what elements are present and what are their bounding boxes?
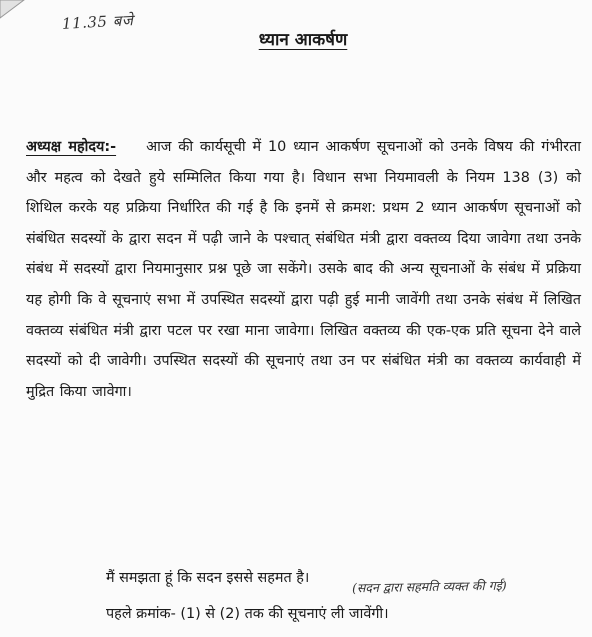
page-title <box>0 27 592 50</box>
consent-line: मैं समझता हूं कि सदन इससे सहमत है। <box>106 570 310 586</box>
page-title-text: ध्यान आकर्षण <box>258 30 348 50</box>
paragraph-text: आज की कार्यसूची में 10 ध्यान आकर्षण सूचनाओं को उनके विषय की गंभीरता और महत्व को देखते हुये सम्मिलित किया गया है। विधान सभा नियमावली के नियम 138 (3) को शिथिल करके यह प्रक्रिया निर्धारित की गई है कि इनमें से क्रमश: प्रथम 2 ध्यान आकर्षण सूचनाओं को संबंधित सदस्यों के द्वारा सदन में पढ़ी जाने के पश्चात् संबंधित मंत्री द्वारा वक्तव्य दिया जावेगा तथा उनके संबंध में सदस्यों द्वारा नियमानुसार प्रश्न पूछे जा सकेंगे। उसके बाद की अन्य सूचनाओं के संबंध में प्रक्रिया यह होगी कि वे सूचनाएं सभा में उपस्थित सदस्यों द्वारा पढ़ी हुई मानी जावेंगी तथा उनके संबंध में लिखित वक्तव्य संबंधित मंत्री द्वारा पटल पर रखा माना जावेगा। लिखित वक्तव्य की एक-एक प्रति सूचना देने वाले सदस्यों को दी जावेगी। उपस्थित सदस्यों की सूचनाएं तथा उन पर संबंधित मंत्री का वक्तव्य कार्यवाही में मुद्रित किया जावेगा। <box>26 139 581 400</box>
paragraph-block <box>26 132 581 407</box>
folded-corner-mark <box>0 0 26 20</box>
order-line: पहले क्रमांक- (1) से (2) तक की सूचनाएं ली जावेंगी। <box>106 606 389 622</box>
speaker-label: अध्यक्ष महोदय:- <box>26 139 117 155</box>
body-paragraph <box>26 132 581 407</box>
handwritten-consent-note: (सदन द्वारा सहमति व्यक्त की गई) <box>351 577 507 596</box>
handwritten-time: 11.35 बजे <box>61 11 134 33</box>
